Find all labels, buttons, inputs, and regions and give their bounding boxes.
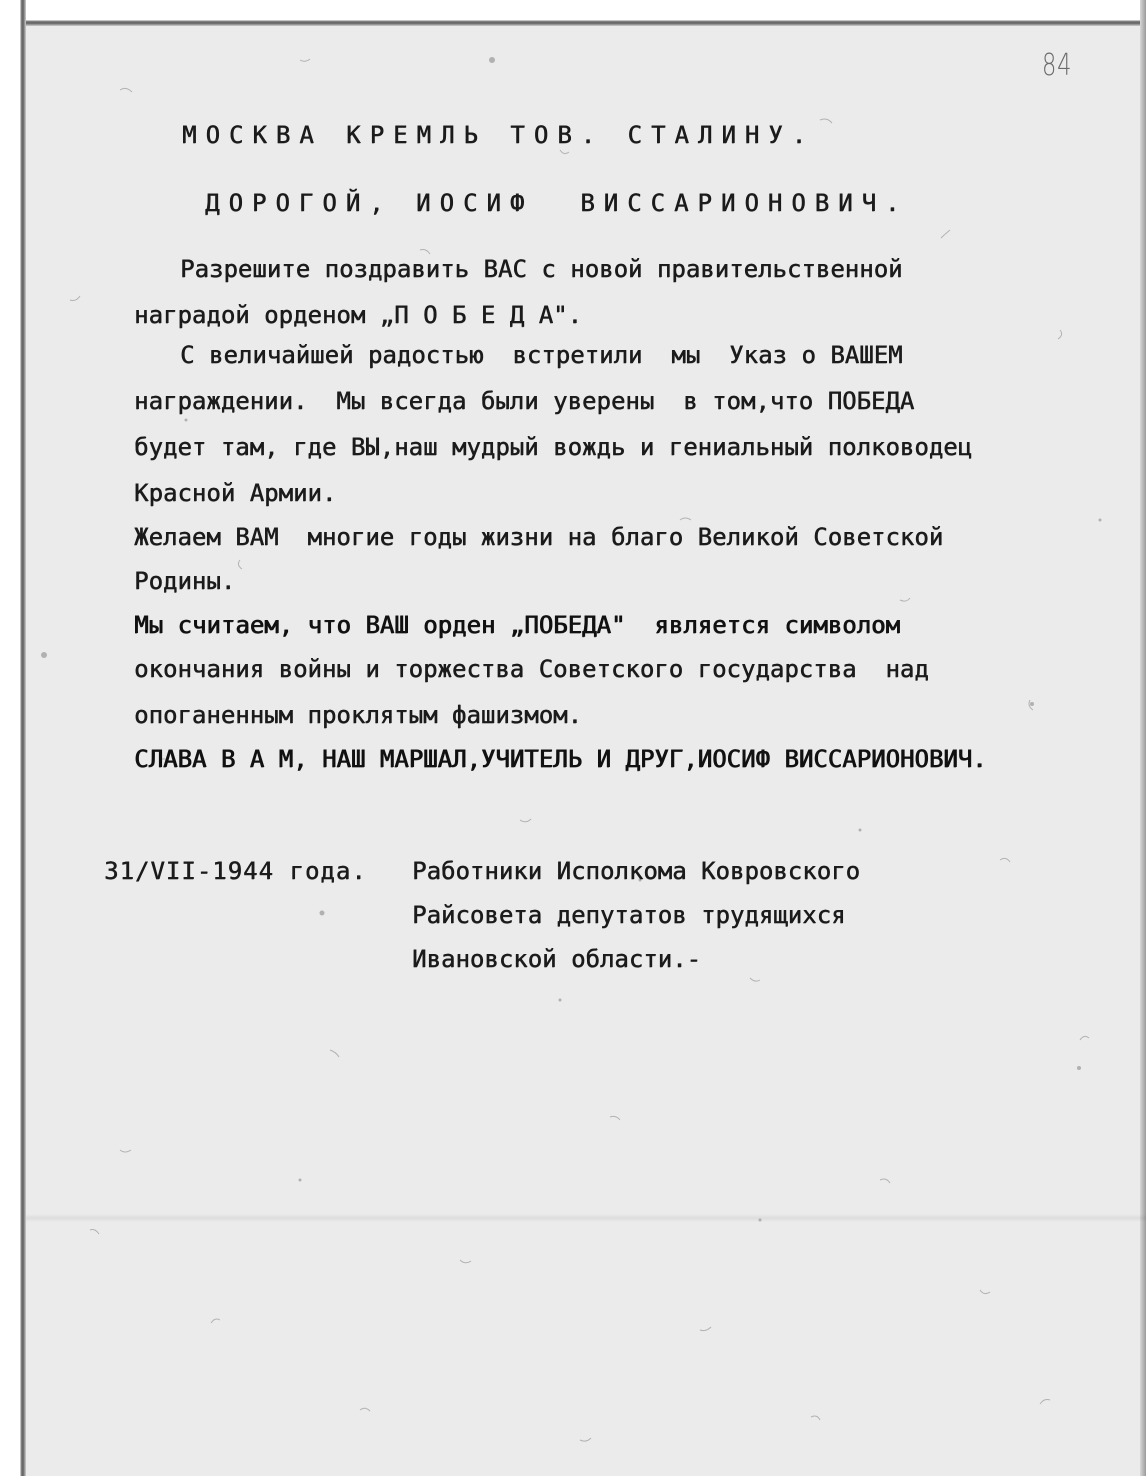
letter-line-9: Мы считаем, что ВАШ орден „ПОБЕДА" является символом <box>134 611 900 639</box>
letter-date: 31/VII-1944 года. <box>104 857 367 885</box>
letter-line-10: окончания войны и торжества Советского государства над <box>134 655 929 683</box>
salutation-line: ДОРОГОЙ, ИОСИФ ВИССАРИОНОВИЧ. <box>205 189 909 217</box>
letter-line-4: награждении. Мы всегда были уверены в том,что ПОБЕДА <box>134 387 915 415</box>
address-line: МОСКВА КРЕМЛЬ ТОВ. СТАЛИНУ. <box>182 121 816 149</box>
signature-line-3: Ивановской области.- <box>412 945 701 973</box>
signature-line-2: Райсовета депутатов трудящихся <box>412 901 846 929</box>
letter-line-6: Красной Армии. <box>134 479 337 507</box>
letter-line-5: будет там, где ВЫ,наш мудрый вождь и гениальный полководец <box>134 433 973 461</box>
letter-line-11: опоганенным проклятым фашизмом. <box>134 701 582 729</box>
page-number: 84 <box>1042 48 1073 83</box>
letter-line-3: С величайшей радостью встретили мы Указ о ВАШЕМ <box>180 341 903 369</box>
letter-line-12: СЛАВА В А М, НАШ МАРШАЛ,УЧИТЕЛЬ И ДРУГ,ИОСИФ ВИССАРИОНОВИЧ. <box>134 745 987 773</box>
signature-line-1: Работники Исполкома Ковровского <box>412 857 860 885</box>
letter-line-1: Разрешите поздравить ВАС с новой правительственной <box>180 255 903 283</box>
letter-line-7: Желаем ВАМ многие годы жизни на благо Великой Советской <box>134 523 944 551</box>
letter-line-2: наградой орденом „П О Б Е Д А". <box>134 301 582 329</box>
letter-line-8: Родины. <box>134 567 236 595</box>
